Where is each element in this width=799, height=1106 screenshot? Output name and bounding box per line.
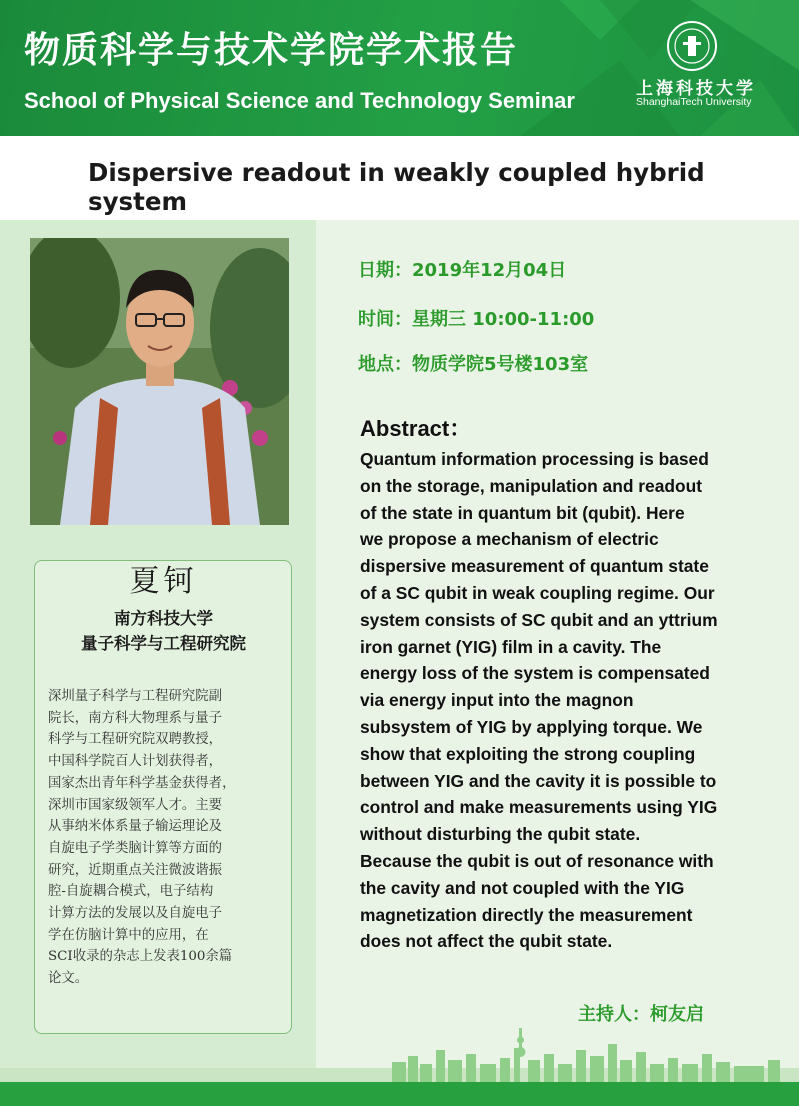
- affiliation-line: 量子科学与工程研究院: [81, 634, 246, 653]
- abstract-text: [360, 446, 770, 955]
- abstract-line: via energy input into the magnon: [360, 690, 634, 711]
- talk-date: 日期：2019年12月04日: [358, 260, 567, 281]
- bio-line: 学在仿脑计算中的应用，在: [48, 927, 209, 943]
- abstract-line: on the storage, manipulation and readout: [360, 475, 703, 496]
- bio-line: 自旋电子学类脑计算等方面的: [48, 840, 223, 856]
- abstract-heading: Abstract：: [360, 416, 472, 441]
- header-banner: [0, 0, 799, 136]
- speaker-name: 夏钶: [129, 564, 198, 599]
- university-name-en: ShanghaiTech University: [636, 96, 752, 108]
- bio-line: 中国科学院百人计划获得者，: [48, 754, 223, 770]
- bio-line: SCI收录的杂志上发表100余篇: [48, 949, 233, 965]
- abstract-line: we propose a mechanism of electric: [360, 529, 659, 550]
- abstract-line: system consists of SC qubit and an yttrium: [360, 609, 718, 630]
- bio-line: 腔-自旋耦合模式，电子结构: [48, 884, 214, 900]
- abstract-line: subsystem of YIG by applying torque. We: [360, 716, 703, 737]
- speaker-bio: [48, 686, 288, 990]
- abstract-line: Quantum information processing is based: [360, 449, 709, 469]
- speaker-photo: [30, 238, 289, 525]
- abstract-line: iron garnet (YIG) film in a cavity. The: [360, 636, 662, 657]
- bio-line: 院长，南方科大物理系与量子: [48, 710, 223, 726]
- university-seal-icon: [666, 20, 718, 72]
- bio-line: 从事纳米体系量子输运理论及: [48, 819, 223, 835]
- abstract-line: control and make measurements using YIG: [360, 797, 718, 818]
- bio-line: 国家杰出青年科学基金获得者，: [48, 775, 236, 791]
- university-name-cn: 上海科技大学: [636, 79, 756, 99]
- talk-time: 时间：星期三 10:00-11:00: [358, 309, 595, 330]
- seminar-title-cn: 物质科学与技术学院学术报告: [24, 30, 519, 71]
- abstract-line: of a SC qubit in weak coupling regime. Our: [360, 582, 715, 603]
- abstract-line: the cavity and not coupled with the YIG: [360, 877, 685, 898]
- bio-line: 深圳量子科学与工程研究院副: [48, 689, 223, 704]
- talk-location: 地点：物质学院5号楼103室: [358, 354, 589, 375]
- abstract-line: of the state in quantum bit (qubit). Here: [360, 502, 685, 523]
- affiliation-line: 南方科技大学: [114, 609, 213, 628]
- seminar-host: 主持人：柯友启: [578, 1004, 704, 1025]
- talk-title: Dispersive readout in weakly coupled hybrid system: [88, 158, 705, 216]
- speaker-affiliation: [34, 606, 293, 656]
- abstract-line: show that exploiting the strong coupling: [360, 743, 696, 764]
- bio-line: 科学与工程研究院双聘教授，: [48, 732, 223, 748]
- seminar-title-en: School of Physical Science and Technology Seminar: [24, 88, 575, 113]
- abstract-line: between YIG and the cavity it is possible to: [360, 770, 717, 791]
- abstract-line: magnetization directly the measurement: [360, 904, 693, 925]
- abstract-line: does not affect the qubit state.: [360, 931, 613, 952]
- abstract-line: Because the qubit is out of resonance with: [360, 850, 714, 871]
- bio-line: 研究，近期重点关注微波谐振: [48, 862, 223, 878]
- bio-line: 计算方法的发展以及自旋电子: [48, 906, 223, 922]
- abstract-line: without disturbing the qubit state.: [360, 824, 641, 845]
- abstract-line: dispersive measurement of quantum state: [360, 556, 709, 577]
- bio-line: 论文。: [48, 971, 89, 987]
- footer-bar: [0, 1082, 799, 1106]
- bio-line: 深圳市国家级领军人才。主要: [48, 797, 223, 813]
- abstract-line: energy loss of the system is compensated: [360, 663, 710, 684]
- city-skyline-illustration: [0, 1020, 799, 1082]
